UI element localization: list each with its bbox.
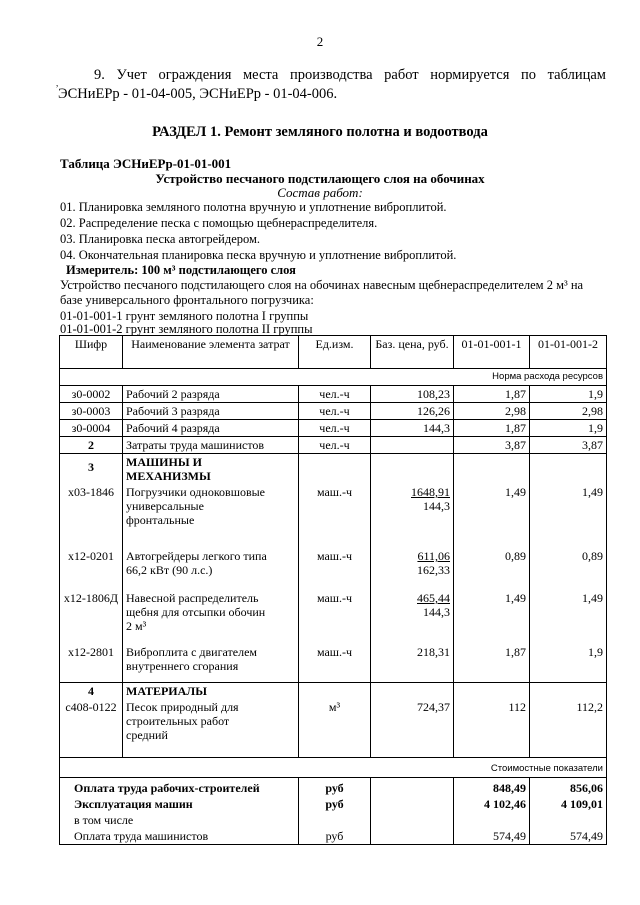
row-name (123, 644, 299, 683)
row-name: Рабочий 2 разряда (123, 386, 299, 403)
group-name (123, 454, 299, 485)
price-secondary: 162,33 (417, 563, 450, 577)
table-row (60, 484, 607, 548)
row-name-line: Песок природный для (126, 700, 239, 714)
intro-paragraph (58, 66, 606, 104)
header-unit: Ед.изм. (299, 336, 371, 369)
row-unit: маш.-ч (299, 644, 371, 683)
table-row (60, 386, 607, 403)
table-row (60, 644, 607, 683)
row-v1: 1,87 (454, 420, 530, 437)
cost-v1 (454, 812, 530, 828)
header-col2: 01-01-001-2 (530, 336, 607, 369)
cost-unit: руб (299, 796, 371, 812)
cost-label-row (60, 758, 607, 778)
row-name-line: 66,2 кВт (90 л.с.) (126, 563, 213, 577)
row-code: 2 (60, 437, 123, 454)
table-row (60, 699, 607, 758)
row-name (123, 484, 299, 548)
cost-row (60, 796, 607, 812)
cost-v2: 4 109,01 (530, 796, 607, 812)
row-price: 108,23 (371, 386, 454, 403)
empty-cell (371, 778, 454, 797)
price-secondary: 144,3 (423, 605, 450, 619)
row-unit: чел.-ч (299, 403, 371, 420)
cost-v1: 4 102,46 (454, 796, 530, 812)
materials-group-row (60, 683, 607, 700)
variant-line: 01-01-001-2 грунт земляного полотна II группы (60, 322, 313, 336)
table-row (60, 590, 607, 644)
row-v1: 1,87 (454, 386, 530, 403)
measure-unit: Измеритель: 100 м³ подстилающего слоя (66, 263, 296, 277)
row-v2: 1,9 (530, 386, 607, 403)
row-unit: маш.-ч (299, 548, 371, 590)
group-code: 4 (60, 683, 123, 700)
section-title: РАЗДЕЛ 1. Ремонт земляного полотна и водоотвода (152, 124, 488, 140)
row-code: з0-0003 (60, 403, 123, 420)
cost-name: Оплата труда рабочих-строителей (60, 778, 299, 797)
machines-group-row (60, 454, 607, 485)
work-item: 02. Распределение песка с помощью щебнераспределителя. (60, 216, 378, 230)
empty-cell (371, 812, 454, 828)
group-code: 3 (60, 454, 123, 485)
row-v2: 1,49 (530, 590, 607, 644)
row-v2: 0,89 (530, 548, 607, 590)
work-item: 01. Планировка земляного полотна вручную и уплотнение виброплитой. (60, 200, 447, 214)
row-name-line: 2 м³ (126, 619, 147, 633)
work-item: 03. Планировка песка автогрейдером. (60, 232, 261, 246)
row-unit: маш.-ч (299, 590, 371, 644)
row-v1: 1,49 (454, 484, 530, 548)
row-v2: 2,98 (530, 403, 607, 420)
norm-label: Норма расхода ресурсов (60, 369, 607, 386)
row-price (371, 437, 454, 454)
resource-table (59, 335, 607, 845)
cost-label: Стоимостные показатели (60, 758, 607, 778)
price-primary: 465,44 (417, 591, 450, 605)
work-item: 04. Окончательная планировка песка вручную и уплотнение виброплитой. (60, 248, 457, 262)
row-name-line: Автогрейдеры легкого типа (126, 549, 267, 563)
empty-cell (454, 454, 530, 485)
description-line: Устройство песчаного подстилающего слоя на обочинах навесным щебнераспределителем 2 м³ на (60, 278, 584, 292)
description-line: базе универсального фронтального погрузчика: (60, 293, 314, 307)
empty-cell (454, 683, 530, 700)
cost-unit (299, 812, 371, 828)
intro-text: 9. Учет ограждения места производства работ нормируется по таблицам ЭСНиЕРр - 01-04-005, ЭСНиЕРр - 01-04-006. (58, 67, 606, 102)
table-row (60, 420, 607, 437)
group-name: МАТЕРИАЛЫ (123, 683, 299, 700)
composition-label: Состав работ: (277, 185, 363, 200)
row-v1: 2,98 (454, 403, 530, 420)
table-title: Устройство песчаного подстилающего слоя на обочинах (155, 171, 485, 186)
row-unit: чел.-ч (299, 386, 371, 403)
row-name (123, 590, 299, 644)
cost-unit: руб (299, 778, 371, 797)
table-name: Таблица ЭСНиЕРр-01-01-001 (60, 156, 232, 171)
cost-v1: 574,49 (454, 828, 530, 845)
row-unit: м³ (299, 699, 371, 758)
cost-name: в том числе (60, 812, 299, 828)
row-code: х12-0201 (60, 548, 123, 590)
price-primary: 1648,91 (411, 485, 450, 499)
variant-line: 01-01-001-1 грунт земляного полотна I группы (60, 309, 309, 323)
price-secondary: 144,3 (423, 499, 450, 513)
row-price (371, 548, 454, 590)
row-v2: 1,9 (530, 644, 607, 683)
row-name-line: фронтальные (126, 513, 195, 527)
row-v2: 1,49 (530, 484, 607, 548)
row-name: Рабочий 3 разряда (123, 403, 299, 420)
row-name-line: щебня для отсыпки обочин (126, 605, 266, 619)
row-name: Рабочий 4 разряда (123, 420, 299, 437)
row-name-line: строительных работ (126, 714, 230, 728)
row-code: з0-0002 (60, 386, 123, 403)
cost-v2: 856,06 (530, 778, 607, 797)
table-row (60, 548, 607, 590)
header-col1: 01-01-001-1 (454, 336, 530, 369)
row-price (371, 590, 454, 644)
cost-name: Эксплуатация машин (60, 796, 299, 812)
row-unit: маш.-ч (299, 484, 371, 548)
cost-v2 (530, 812, 607, 828)
price-primary: 611,06 (417, 549, 450, 563)
row-code: з0-0004 (60, 420, 123, 437)
row-v1: 1,87 (454, 644, 530, 683)
row-name-line: Навесной распределитель (126, 591, 259, 605)
cost-row (60, 778, 607, 797)
table-row (60, 403, 607, 420)
empty-cell (530, 683, 607, 700)
row-code: с408-0122 (60, 699, 123, 758)
stray-mark: , (56, 78, 59, 88)
row-name-line: Погрузчики одноковшовые (126, 485, 266, 499)
row-v2: 3,87 (530, 437, 607, 454)
row-v1: 3,87 (454, 437, 530, 454)
group-name-line: МЕХАНИЗМЫ (126, 469, 211, 483)
row-name (123, 699, 299, 758)
row-name-line: средний (126, 728, 168, 742)
row-price (371, 484, 454, 548)
cost-row (60, 812, 607, 828)
group-name-line: МАШИНЫ И (126, 455, 202, 469)
header-price: Баз. цена, руб. (371, 336, 454, 369)
row-v1: 0,89 (454, 548, 530, 590)
row-v1: 112 (454, 699, 530, 758)
page-number: 2 (316, 34, 324, 49)
row-name-line: универсальные (126, 499, 204, 513)
header-name: Наименование элемента затрат (123, 336, 299, 369)
row-v2: 1,9 (530, 420, 607, 437)
row-price: 218,31 (371, 644, 454, 683)
empty-cell (371, 454, 454, 485)
row-price: 144,3 (371, 420, 454, 437)
machinist-row (60, 437, 607, 454)
empty-cell (530, 454, 607, 485)
cost-unit: руб (299, 828, 371, 845)
cost-name: Оплата труда машинистов (60, 828, 299, 845)
empty-cell (371, 828, 454, 845)
row-name-line: Виброплита с двигателем (126, 645, 258, 659)
row-name-line: внутреннего сгорания (126, 659, 239, 673)
cost-row (60, 828, 607, 845)
row-unit: чел.-ч (299, 437, 371, 454)
row-code: х12-2801 (60, 644, 123, 683)
empty-cell (371, 683, 454, 700)
empty-cell (299, 683, 371, 700)
cost-v1: 848,49 (454, 778, 530, 797)
row-v1: 1,49 (454, 590, 530, 644)
row-code: х03-1846 (60, 484, 123, 548)
header-code: Шифр (60, 336, 123, 369)
table-header-row (60, 336, 607, 369)
row-name (123, 548, 299, 590)
row-price: 126,26 (371, 403, 454, 420)
row-price: 724,37 (371, 699, 454, 758)
norm-label-row (60, 369, 607, 386)
row-code: х12-1806Д (60, 590, 123, 644)
empty-cell (371, 796, 454, 812)
row-unit: чел.-ч (299, 420, 371, 437)
empty-cell (299, 454, 371, 485)
row-v2: 112,2 (530, 699, 607, 758)
row-name: Затраты труда машинистов (123, 437, 299, 454)
cost-v2: 574,49 (530, 828, 607, 845)
